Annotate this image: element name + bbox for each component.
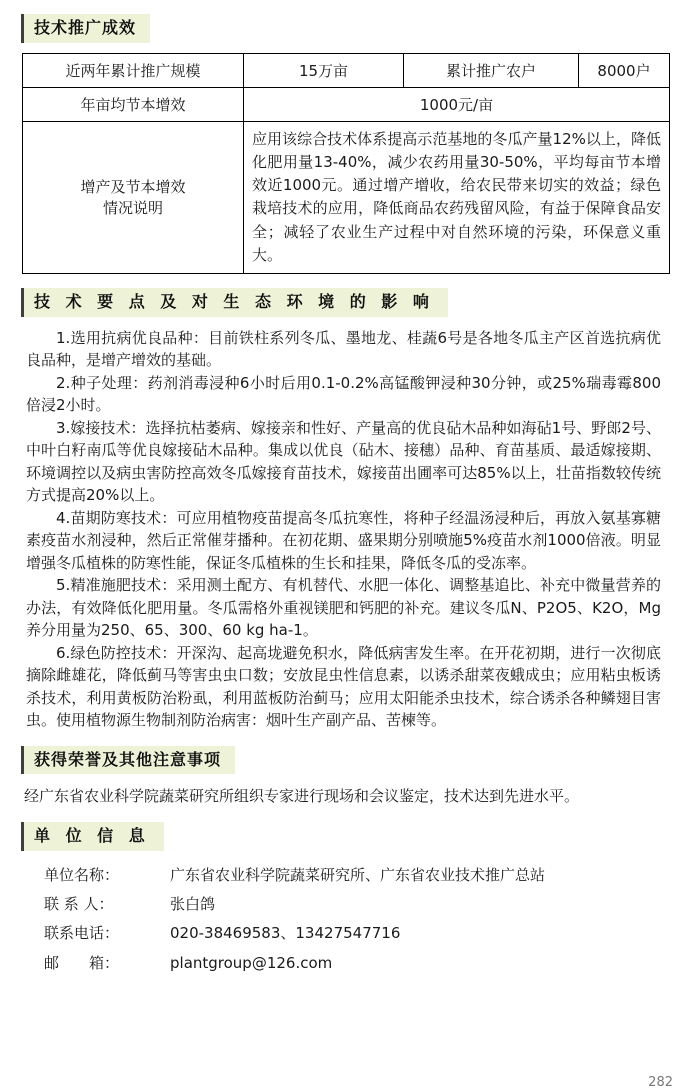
section-heading-row-3 [21, 746, 667, 775]
spacer [156, 949, 170, 978]
unit-phone-label: 联系电话： [44, 924, 120, 943]
unit-contact-row [44, 890, 667, 919]
tech-point-item: 3.嫁接技术：选择抗枯萎病、嫁接亲和性好、产量高的优良砧木品种如海砧1号、野郎2号、中叶白籽南瓜等优良嫁接砧木品种。集成以优良（砧木、接穗）品种、育苗基质、最适嫁接期、环境调控以及病虫害防控高效冬瓜嫁接育苗技术，嫁接苗出圃率可达85%以上，壮苗指数较传统方式提高20%以上。 [26, 418, 661, 505]
page-number: 282 [648, 1075, 673, 1090]
unit-contact-value: 张白鸽 [170, 895, 216, 914]
section-heading-row-1 [21, 14, 667, 43]
cell-scale-label: 近两年累计推广规模 [23, 53, 244, 87]
cell-description-text: 应用该综合技术体系提高示范基地的冬瓜产量12%以上，降低化肥用量13-40%，减少农药用量30-50%，平均每亩节本增效近1000元。通过增产增收，给农民带来切实的效益；绿色栽培技术的应用，降低商品农药残留风险，有益于保障食品安全；减轻了农业生产过程中对自然环境的污染，环保意义重大。 [244, 121, 670, 274]
unit-name-label: 单位名称： [44, 865, 120, 884]
spacer [156, 919, 170, 948]
tech-point-item: 1.选用抗病优良品种：目前铁柱系列冬瓜、墨地龙、桂蔬6号是各地冬瓜主产区首选抗病优良品种，是增产增效的基础。 [26, 328, 661, 370]
description-label-line1: 增产及节本增效 [80, 178, 186, 197]
spacer [156, 890, 170, 919]
section-heading-row-4 [21, 822, 667, 851]
table-row [23, 53, 670, 87]
tech-points-list [26, 327, 661, 732]
unit-contact-label: 联 系 人： [44, 895, 114, 914]
section-title-unit-info: 单 位 信 息 [21, 822, 164, 851]
table-row [23, 87, 670, 121]
promotion-results-table [22, 53, 670, 275]
unit-name-row [44, 861, 667, 890]
unit-mail-label: 邮 箱： [44, 953, 120, 972]
section-heading-row-2 [21, 288, 667, 317]
cell-farmers-label: 累计推广农户 [404, 53, 579, 87]
tech-point-item: 2.种子处理：药剂消毒浸种6小时后用0.1-0.2%高锰酸钾浸种30分钟，或25%瑞毒霉800倍浸2小时。 [26, 373, 661, 415]
cell-farmers-value: 8000户 [579, 53, 670, 87]
unit-phone-row [44, 919, 667, 948]
unit-name-value: 广东省农业科学院蔬菜研究所、广东省农业技术推广总站 [170, 865, 546, 884]
unit-phone-value: 020-38469583、13427547716 [170, 924, 401, 943]
description-label-line2: 情况说明 [102, 199, 163, 218]
spacer [156, 861, 170, 890]
tech-point-item: 5.精准施肥技术：采用测土配方、有机替代、水肥一体化、调整基追比、补充中微量营养的办法，有效降低化肥用量。冬瓜需格外重视镁肥和钙肥的补充。建议冬瓜N、P2O5、K2O，Mg养分用量为250、65、300、60 kg ha-1。 [26, 576, 661, 640]
section-title-tech-points: 技 术 要 点 及 对 生 态 环 境 的 影 响 [21, 288, 448, 317]
section-title-honors: 获得荣誉及其他注意事项 [21, 746, 235, 775]
table-row [23, 121, 670, 274]
tech-point-item: 6.绿色防控技术：开深沟、起高垅避免积水，降低病害发生率。在开花初期，进行一次彻底摘除雌雄花，降低蓟马等害虫虫口数；安放昆虫性信息素，以诱杀甜菜夜蛾成虫；应用粘虫板诱杀技术，利用黄板防治粉虱，利用蓝板防治蓟马；应用太阳能杀虫技术，综合诱杀各种鳞翅目害虫。使用植物源生物制剂防治病害：烟叶生产副产品、苦楝等。 [26, 643, 661, 730]
honors-text: 经广东省农业科学院蔬菜研究所组织专家进行现场和会议鉴定，技术达到先进水平。 [24, 787, 580, 806]
cell-scale-value: 15万亩 [244, 53, 404, 87]
unit-mail-row [44, 949, 667, 978]
section-title-promotion-results: 技术推广成效 [21, 14, 150, 43]
cell-annual-value: 1000元/亩 [244, 87, 670, 121]
cell-description-label [23, 121, 244, 274]
document-page [0, 14, 681, 1092]
tech-point-item: 4.苗期防寒技术：可应用植物疫苗提高冬瓜抗寒性，将种子经温汤浸种后，再放入氨基寡糖素疫苗水剂浸种，然后正常催芽播种。在初花期、盛果期分别喷施5%疫苗水剂1000倍液。明显增强冬瓜植株的防寒性能，保证冬瓜植株的生长和挂果，降低冬瓜的受冻率。 [26, 508, 661, 572]
cell-annual-label: 年亩均节本增效 [23, 87, 244, 121]
unit-info-block [44, 861, 667, 978]
unit-mail-value: plantgroup@126.com [170, 953, 333, 972]
